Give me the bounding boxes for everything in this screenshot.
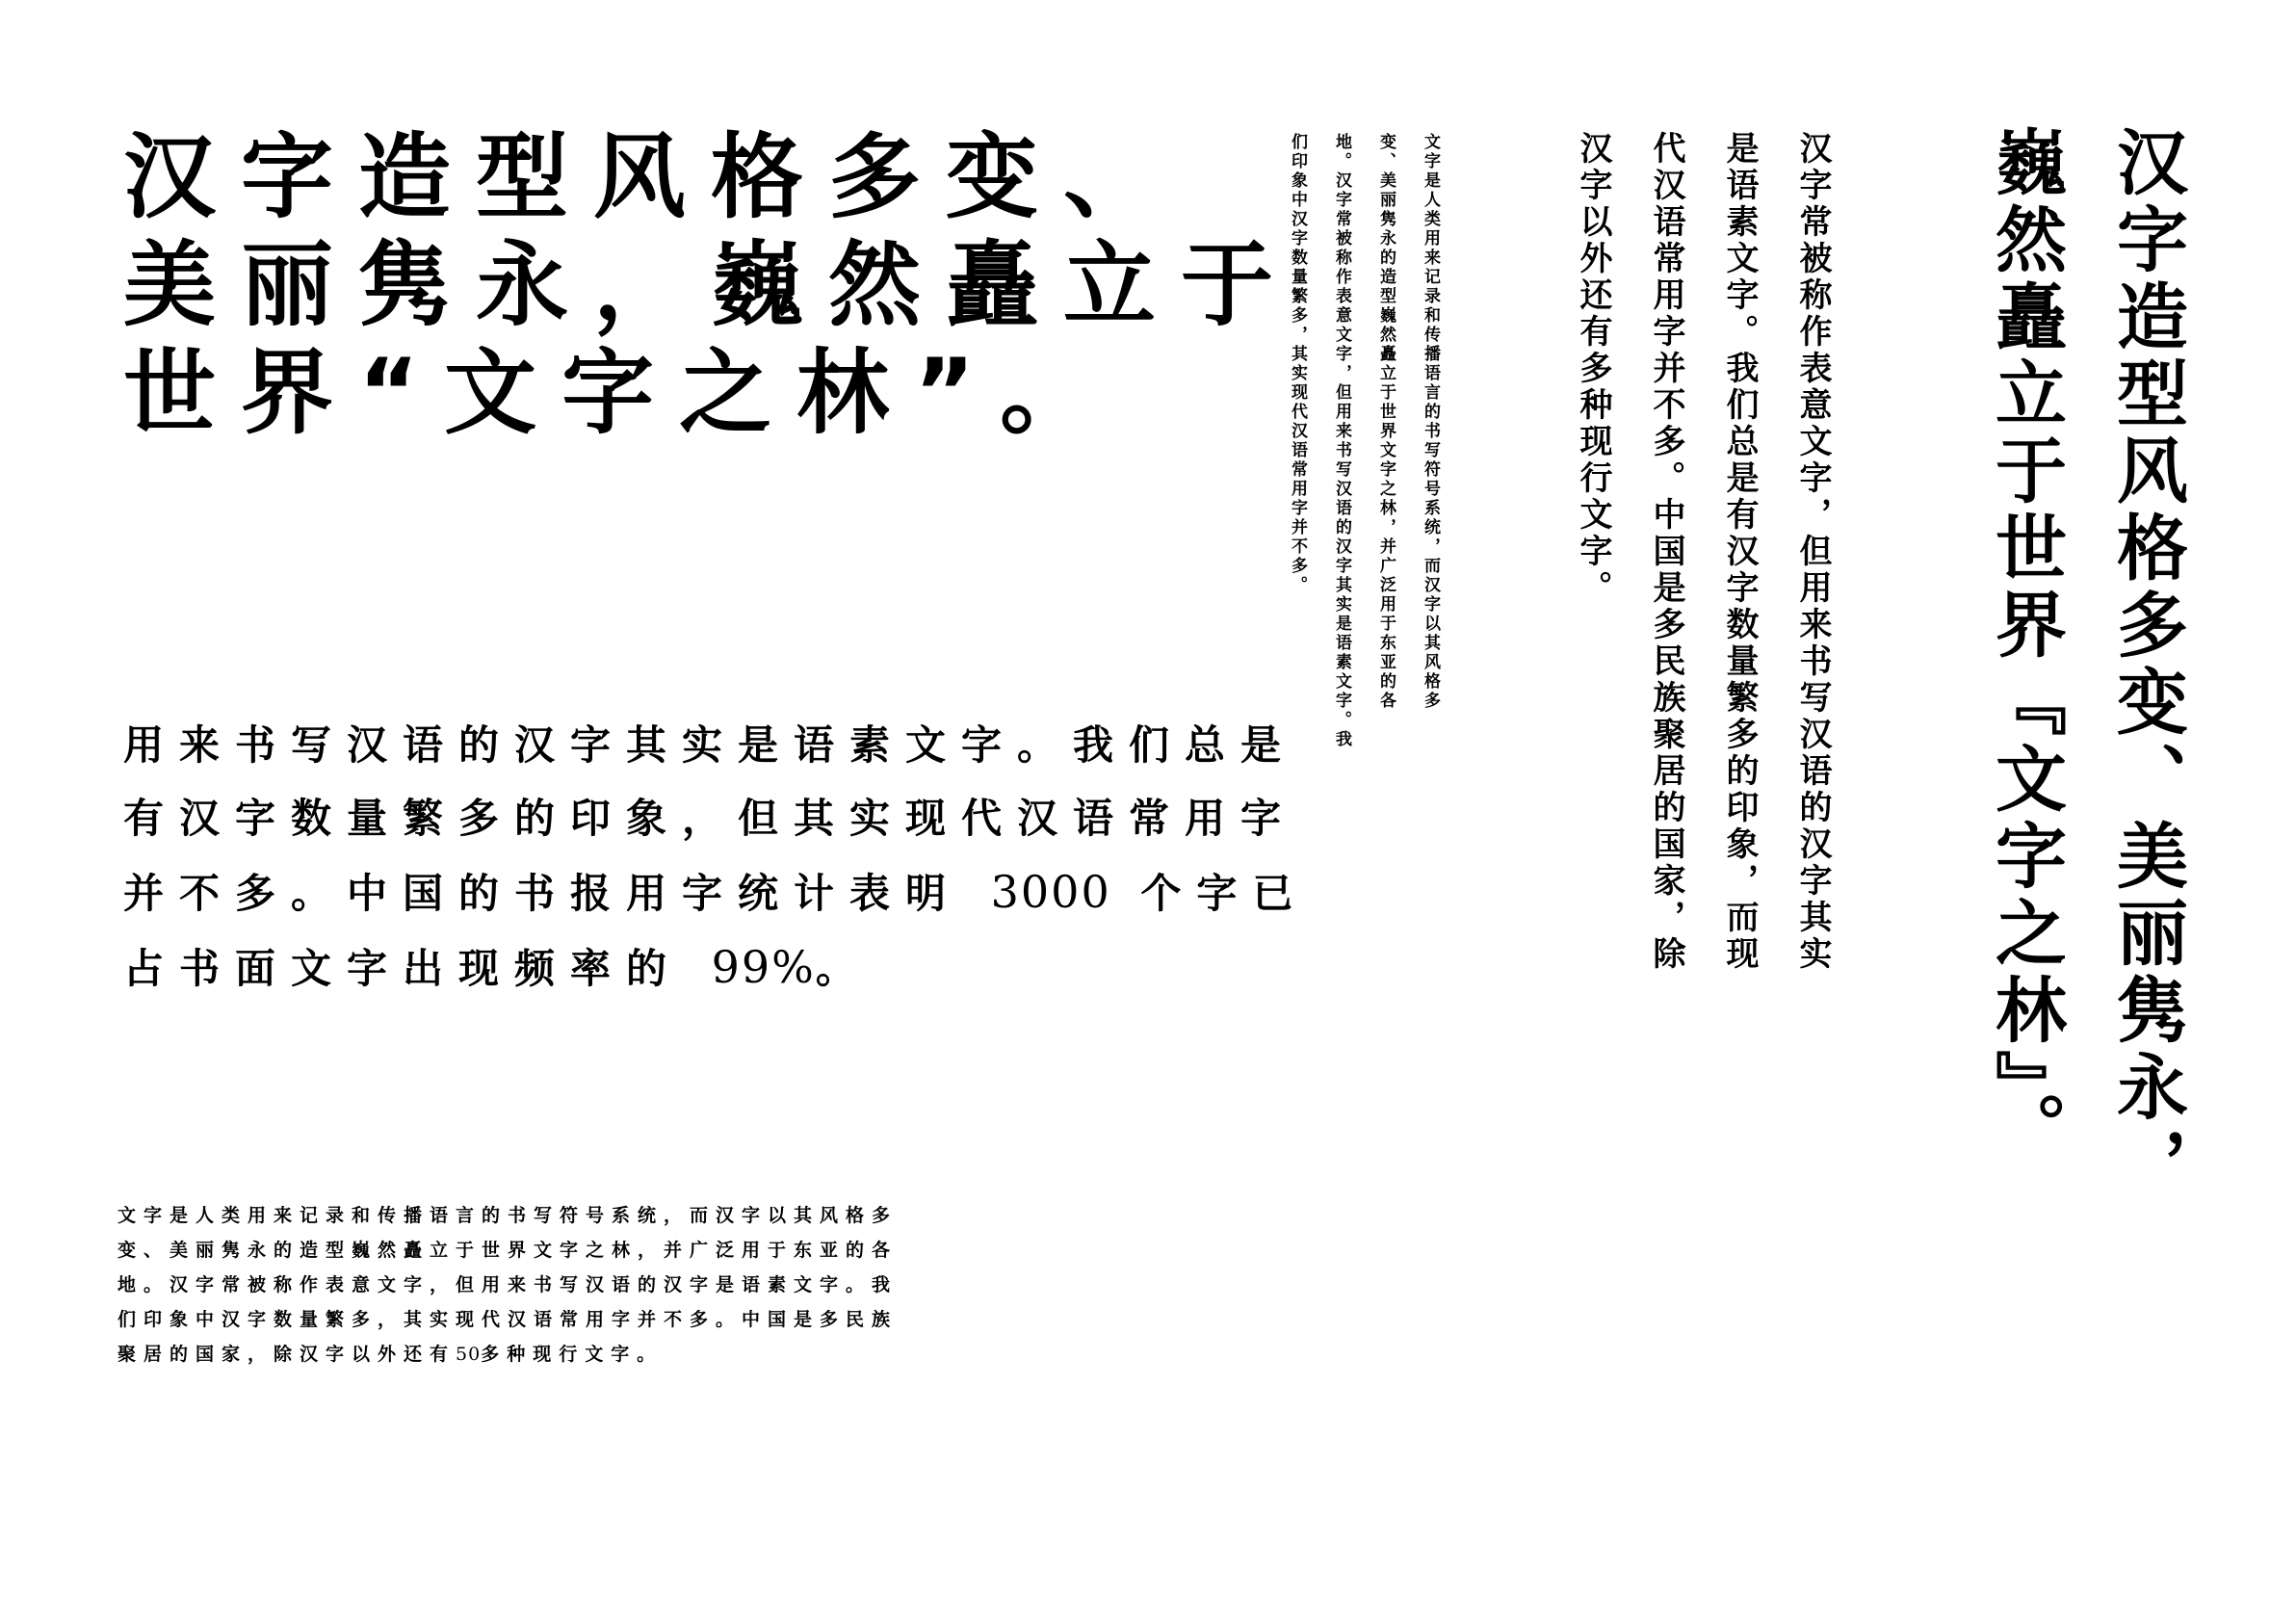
- small-text: 聚居的国家，除汉字以外还有: [117, 1344, 457, 1365]
- paragraph-text: 个字已: [1140, 870, 1309, 917]
- paragraph-text: 占书面文字出现频率的: [123, 945, 683, 992]
- number-percent: 99%: [711, 941, 816, 993]
- small-line: 文字是人类用来记录和传播语言的书写符号系统，而汉字以其风格多: [117, 1205, 899, 1226]
- vertical-column: 汉字以外还有多种现行文字。: [1574, 131, 1612, 607]
- small-line: [117, 1337, 811, 1372]
- vertical-column: 代汉语常用字并不多。中国是多民族聚居的国家，除: [1647, 131, 1685, 973]
- vertical-small-paragraph: [1275, 133, 1452, 749]
- horizontal-paragraph: [123, 709, 1309, 1006]
- vertical-title-column: 汉字造型风格多变、美丽隽永，: [2105, 125, 2188, 1204]
- vertical-small-column: 变、美丽隽永的造型巍然矗立于世界文字之林，并广泛用于东亚的各: [1376, 133, 1396, 711]
- vertical-paragraph: [1556, 131, 1849, 973]
- title-line: 汉字造型风格多变、: [123, 123, 1181, 231]
- small-text: 多种现行文字。: [481, 1344, 664, 1365]
- horizontal-title: [123, 123, 1298, 447]
- vertical-small-column: 地。汉字常被称作表意文字，但用来书写汉语的汉字其实是语素文字。我: [1332, 133, 1351, 749]
- vertical-title-column: 巍然矗立于世界『文字之林』。: [1984, 125, 2067, 1168]
- paragraph-text: 并不多。中国的书报用字统计表明: [123, 870, 962, 917]
- paragraph-line: 用来书写汉语的汉字其实是语素文字。我们总是: [123, 721, 1297, 769]
- paragraph-line: [123, 855, 1309, 930]
- vertical-column: 是语素文字。我们总是有汉字数量繁多的印象，而现: [1720, 131, 1759, 973]
- paragraph-line: 有汉字数量繁多的印象，但其实现代汉语常用字: [123, 795, 1297, 842]
- small-line: 地。汉字常被称作表意文字，但用来书写汉语的汉字是语素文字。我: [117, 1274, 899, 1295]
- small-line: 们印象中汉字数量繁多，其实现代汉语常用字并不多。中国是多民族: [117, 1309, 899, 1330]
- vertical-column: 汉字常被称作表意文字，但用来书写汉语的汉字其实: [1793, 131, 1832, 973]
- vertical-small-column: 们印象中汉字数量繁多，其实现代汉语常用字并不多。: [1288, 133, 1307, 595]
- paragraph-text: 。: [815, 945, 872, 992]
- number-50: 50: [456, 1344, 482, 1365]
- vertical-small-column: 文字是人类用来记录和传播语言的书写符号系统，而汉字以其风格多: [1421, 133, 1440, 711]
- paragraph-line: [123, 930, 1077, 1006]
- title-line: 美丽隽永，巍然矗立于: [123, 231, 1298, 339]
- horizontal-small-paragraph: [117, 1198, 899, 1372]
- number-3000: 3000: [990, 866, 1111, 918]
- vertical-title: [1965, 125, 2207, 1204]
- small-line: 变、美丽隽永的造型巍然矗立于世界文字之林，并广泛用于东亚的各: [117, 1240, 899, 1261]
- title-line: 世界“文字之林”。: [123, 339, 1118, 447]
